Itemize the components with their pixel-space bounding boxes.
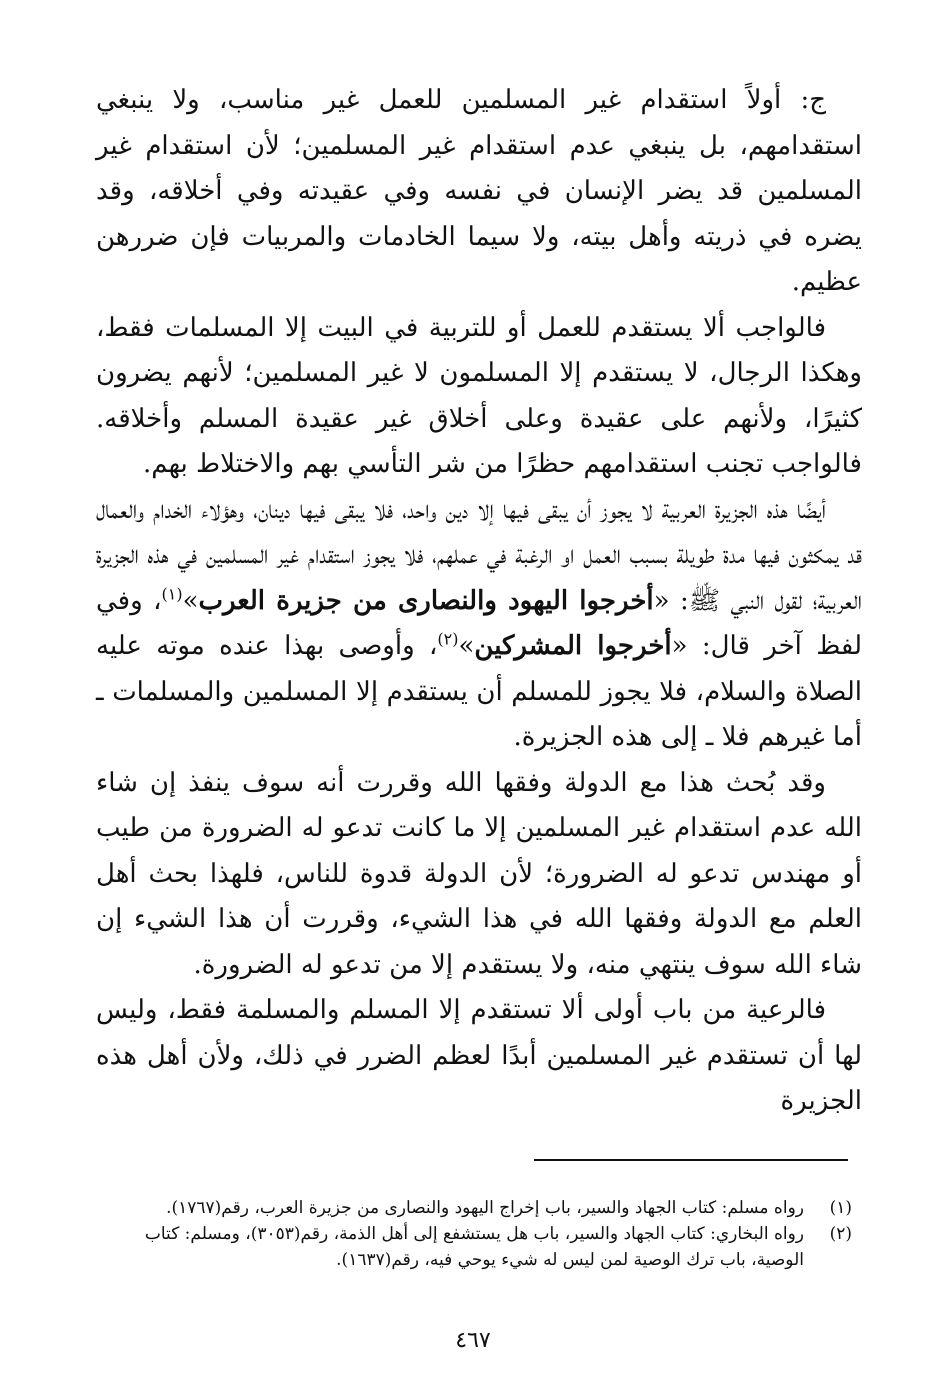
hadith-quote: أخرجوا اليهود والنصارى من جزيرة العرب xyxy=(198,585,654,616)
footnote xyxy=(96,1221,852,1273)
paragraph-text: وقد بُحث هذا مع الدولة وفقها الله وقررت أنه سوف ينفذ إن شاء الله عدم استقدام غير المسلمين إلا ما كانت تدعو له الضرورة من طيب أو مهندس تدعو له الضرورة؛ لأن الدولة قدوة للناس، فلهذا بحث أهل العلم مع الدولة وفقها الله في هذا الشيء، وقررت أن هذا الشيء إن شاء الله سوف ينتهي منه، ولا يستقدم إلا من تدعو له الضرورة. xyxy=(96,767,862,980)
page-number: ٤٦٧ xyxy=(455,1328,491,1353)
paragraph-text: ، وفي لفظ آخر قال: « xyxy=(96,585,863,661)
paragraph xyxy=(96,306,862,488)
paragraph-text: ، وأوصى بهذا عنده موته عليه الصلاة والسلام، فلا يجوز للمسلم أن يستقدم إلا المسلمين والمسلمات ـ أما غيرهم فلا ـ إلى هذه الجزيرة. xyxy=(96,631,862,752)
paragraph-text: فالرعية من باب أولى ألا تستقدم إلا المسلم والمسلمة فقط، وليس لها أن تستقدم غير المسلمين أبدًا لعظم الضرر في ذلك، ولأن أهل هذه الجزيرة xyxy=(96,995,862,1116)
paragraph-text: » xyxy=(182,585,199,616)
footnotes xyxy=(96,1195,852,1273)
paragraph-text: أيضًا هذه الجزيرة العربية لا يجوز أن يبقى فيها إلا دين واحد، فلا يبقى فيها دينان، وهؤلاء الخدام والعمال قد يمكثون فيها مدة طويلة بسبب العمل او الرغبة في عملهم، فلا يجوز استقدام غير المسلمين في هذه الجزيرة العربية؛ لقول النبي ﷺ: « xyxy=(96,494,863,616)
footnote-text: رواه مسلم: كتاب الجهاد والسير، باب إخراج اليهود والنصارى من جزيرة العرب، رقم(١٧٦٧). xyxy=(166,1198,804,1218)
paragraph-text: فالواجب ألا يستقدم للعمل أو للتربية في البيت إلا المسلمات فقط، وهكذا الرجال، لا يستقدم إلا المسلمون لا غير المسلمين؛ لأنهم يضرون كثيرًا، ولأنهم على عقيدة وعلى أخلاق غير عقيدة المسلم وأخلاقه. فالواجب تجنب استقدامهم حظرًا من شر التأسي بهم والاختلاط بهم. xyxy=(96,312,862,479)
paragraph xyxy=(96,988,862,1125)
footnote xyxy=(96,1195,852,1221)
paragraph-text: » xyxy=(458,631,475,661)
paragraph-text: ج: أولاً استقدام غير المسلمين للعمل غير مناسب، ولا ينبغي استقدامهم، بل ينبغي عدم استقدام غير المسلمين؛ لأن استقدام غير المسلمين قد يضر الإنسان في نفسه وفي عقيدته وفي أخلاقه، وقد يضره في ذريته وأهل بيته، ولا سيما الخادمات والمربيات فإن ضررهن عظيم. xyxy=(96,85,862,297)
footnote-text: رواه البخاري: كتاب الجهاد والسير، باب هل يستشفع إلى أهل الذمة، رقم(٣٠٥٣)، ومسلم: كتاب الوصية، باب ترك الوصية لمن ليس له شيء يوحي فيه، رقم(١٦٣٧). xyxy=(144,1224,804,1270)
footnote-reference: (١) xyxy=(161,583,183,603)
footnote-divider xyxy=(534,1159,848,1161)
paragraph xyxy=(96,78,862,306)
footnote-number: (١) xyxy=(829,1198,852,1218)
paragraph xyxy=(96,761,862,989)
footnote-number: (٢) xyxy=(829,1224,852,1244)
footnote-reference: (٢) xyxy=(437,629,459,649)
body-text xyxy=(96,78,862,1125)
hadith-quote: أخرجوا المشركين xyxy=(474,631,672,661)
paragraph xyxy=(96,488,862,761)
